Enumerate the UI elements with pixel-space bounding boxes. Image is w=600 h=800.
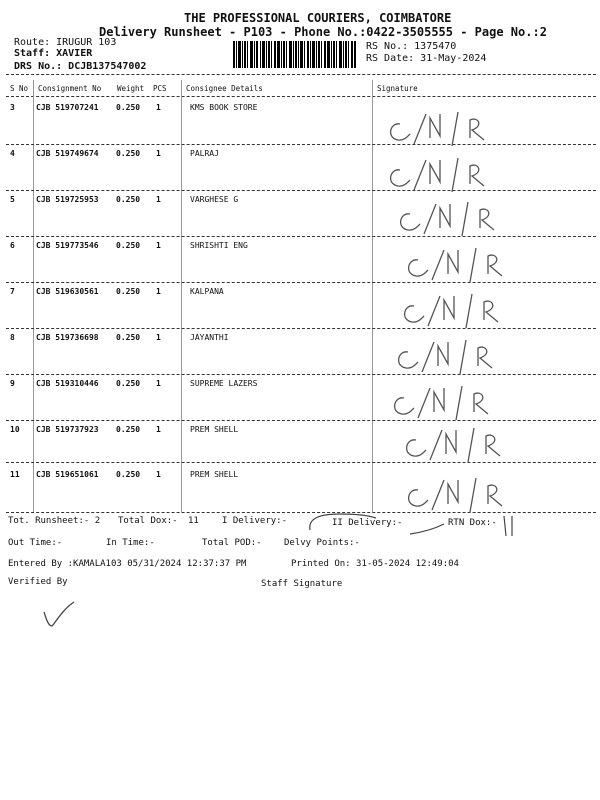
row-sno: 8 (10, 333, 15, 342)
row-consignee: KALPANA (190, 287, 224, 296)
verified-by: Verified By (8, 577, 68, 587)
row-consignee: JAYANTHI (190, 333, 229, 342)
row-weight: 0.250 (116, 195, 141, 204)
row-weight: 0.250 (116, 333, 141, 342)
printed-on: Printed On: 31-05-2024 12:49:04 (291, 559, 459, 569)
row-sno: 6 (10, 241, 15, 250)
row-pcs: 1 (156, 149, 161, 158)
col-pcs: PCS (153, 84, 167, 93)
handwritten-signature (400, 244, 550, 284)
handwritten-signature (400, 474, 550, 514)
row-consignee: SHRISHTI ENG (190, 241, 248, 250)
entered-by: Entered By :KAMALA103 05/31/2024 12:37:37 PM (8, 559, 247, 569)
col-consignment: Consignment No (38, 84, 102, 93)
col-signature: Signature (377, 84, 418, 93)
row-pcs: 1 (156, 195, 161, 204)
row-sno: 9 (10, 379, 15, 388)
row-consignee: SUPREME LAZERS (190, 379, 258, 388)
verifier-initial-mark (40, 600, 80, 630)
row-pcs: 1 (156, 103, 161, 112)
out-time: Out Time:- (8, 538, 63, 548)
row-sno: 4 (10, 149, 15, 158)
row-consignment: CJB 519736698 (36, 333, 99, 342)
row-consignee: VARGHESE G (190, 195, 239, 204)
handwritten-signature (382, 108, 532, 148)
header-bottom-rule (6, 96, 596, 97)
row-sno: 5 (10, 195, 15, 204)
col-consignee: Consignee Details (186, 84, 263, 93)
row-weight: 0.250 (116, 149, 141, 158)
row-weight: 0.250 (116, 425, 141, 434)
row-pcs: 1 (156, 425, 161, 434)
handwritten-signature (386, 382, 536, 422)
row-weight: 0.250 (116, 470, 141, 479)
row-consignment: CJB 519773546 (36, 241, 99, 250)
row-pcs: 1 (156, 470, 161, 479)
row-consignee: PALRAJ (190, 149, 219, 158)
row-consignee: PREM SHELL (190, 470, 239, 479)
handwritten-signature (396, 290, 546, 330)
row-pcs: 1 (156, 333, 161, 342)
rs-number: RS No.: 1375470 (366, 41, 457, 52)
delvy-points: Delvy Points:- (284, 538, 360, 548)
ii-delivery: II Delivery:- (332, 518, 403, 528)
row-consignee: KMS BOOK STORE (190, 103, 258, 112)
col-weight: Weight (117, 84, 145, 93)
total-dox-label: Total Dox:- (118, 516, 178, 526)
total-pod: Total POD:- (202, 538, 262, 548)
row-weight: 0.250 (116, 241, 141, 250)
row-weight: 0.250 (116, 103, 141, 112)
staff-signature: Staff Signature (261, 579, 343, 589)
handwritten-signature (398, 424, 548, 464)
row-sno: 3 (10, 103, 15, 112)
handwritten-marks (300, 510, 520, 538)
staff-label: Staff: XAVIER (14, 48, 93, 59)
row-consignment: CJB 519749674 (36, 149, 99, 158)
company-name: THE PROFESSIONAL COURIERS, COIMBATORE (184, 11, 452, 25)
row-consignment: CJB 519737923 (36, 425, 99, 434)
i-delivery: I Delivery:- (222, 516, 288, 526)
row-consignment: CJB 519630561 (36, 287, 99, 296)
row-sno: 11 (10, 470, 20, 479)
route-label: Route: IRUGUR 103 (14, 37, 117, 48)
row-pcs: 1 (156, 241, 161, 250)
row-consignment: CJB 519707241 (36, 103, 99, 112)
runsheet-title: Delivery Runsheet - P103 - Phone No.:0422-3505555 - Page No.:2 (99, 25, 547, 39)
row-sno: 10 (10, 425, 20, 434)
drs-number: DRS No.: DCJB137547002 (14, 61, 147, 72)
handwritten-signature (382, 154, 532, 194)
rtn-dox: RTN Dox:- (448, 518, 497, 528)
total-dox-value: 11 (188, 516, 199, 526)
header-top-rule (6, 74, 596, 75)
barcode (233, 41, 356, 68)
row-consignment: CJB 519310446 (36, 379, 99, 388)
handwritten-signature (392, 198, 542, 238)
row-consignment: CJB 519651061 (36, 470, 99, 479)
row-pcs: 1 (156, 379, 161, 388)
in-time: In Time:- (106, 538, 155, 548)
row-weight: 0.250 (116, 379, 141, 388)
row-weight: 0.250 (116, 287, 141, 296)
col-sno: S No (10, 84, 29, 93)
rs-date: RS Date: 31-May-2024 (366, 53, 487, 64)
row-pcs: 1 (156, 287, 161, 296)
tot-runsheet: Tot. Runsheet:- 2 (8, 516, 101, 526)
row-consignee: PREM SHELL (190, 425, 239, 434)
row-sno: 7 (10, 287, 15, 296)
handwritten-signature (390, 336, 540, 376)
row-consignment: CJB 519725953 (36, 195, 99, 204)
